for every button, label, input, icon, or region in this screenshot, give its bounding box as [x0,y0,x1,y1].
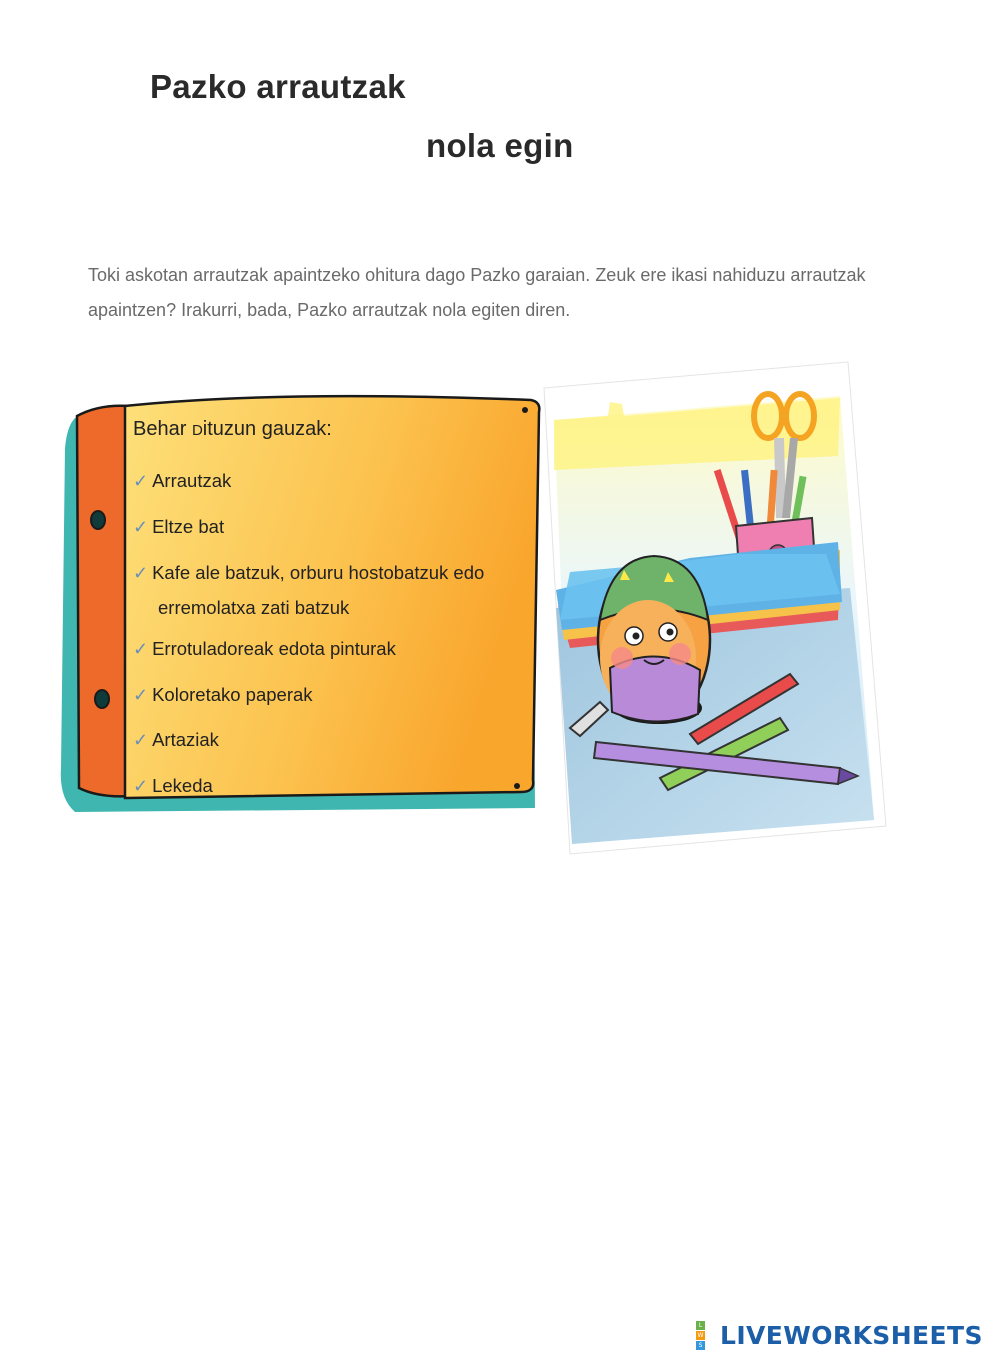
list-item-continuation: erremolatxa zati batzuk [158,597,350,618]
logo-text: LIVEWORKSHEETS [720,1320,983,1350]
check-icon: ✓ [133,517,149,537]
check-icon: ✓ [133,639,149,659]
supplies-card [55,388,545,816]
intro-line-2: apaintzen? Irakurri, bada, Pazko arrautzak nola egiten diren. [88,300,571,320]
list-item: ✓ Kafe ale batzuk, orburu hostobatzuk edo erremolatxa zati batzuk [133,562,485,618]
check-icon: ✓ [133,563,149,583]
logo-mark-icon: L W S [697,1322,704,1349]
title-line-2: nola egin [426,127,574,164]
list-item: ✓ Lekeda [133,775,213,796]
list-item: ✓ Arrautzak [133,470,232,491]
list-item: ✓ Eltze bat [133,516,225,537]
check-icon: ✓ [133,730,149,750]
liveworksheets-logo [696,1318,983,1352]
check-icon: ✓ [133,471,149,491]
intro-paragraph [88,258,918,328]
list-item: ✓ Errotuladoreak edota pinturak [133,638,396,659]
title-line-1: Pazko arrautzak [150,68,406,105]
card-title: Behar Dituzun gauzak: [133,418,332,440]
easter-egg-illustration [540,358,890,858]
list-item: ✓ Artaziak [133,729,219,750]
check-icon: ✓ [133,685,149,705]
check-icon: ✓ [133,776,149,796]
egg-character-icon [598,556,710,724]
intro-line-1: Toki askotan arrautzak apaintzeko ohitura dago Pazko garaian. Zeuk ere ikasi nahiduzu arrautzak [88,265,866,285]
list-item: ✓ Koloretako paperak [133,684,313,705]
